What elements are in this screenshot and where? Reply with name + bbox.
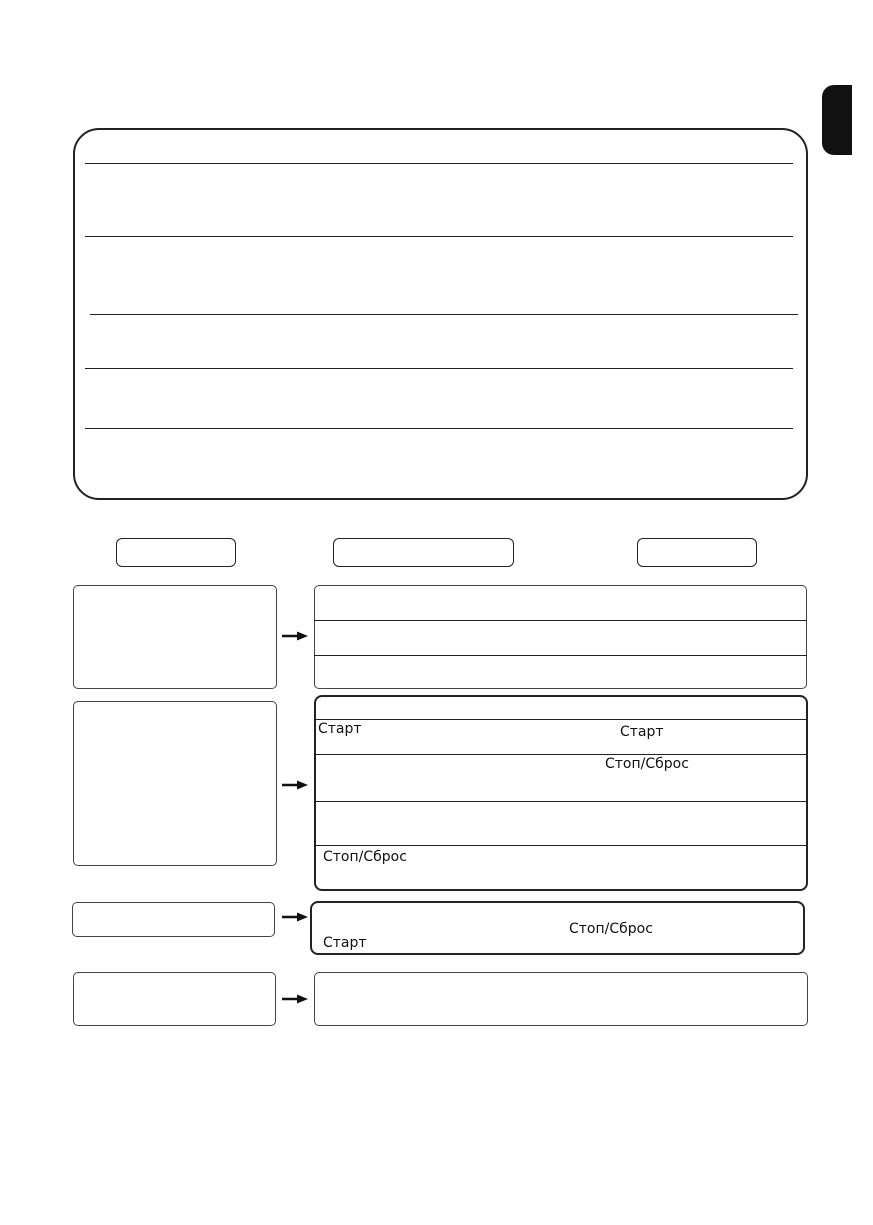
row-3-problem-cell — [72, 902, 275, 937]
row-2-divider — [316, 754, 808, 755]
stop-reset-button-label: Стоп/Сброс — [605, 756, 689, 772]
row-3-solution-cell — [310, 901, 805, 955]
arrow-right-icon — [282, 994, 308, 1004]
arrow-right-icon — [282, 912, 308, 922]
row-1-problem-cell — [73, 585, 277, 689]
info-box-divider — [85, 428, 793, 429]
row-2-divider — [314, 845, 808, 846]
arrow-right-icon — [282, 780, 308, 790]
row-2-divider — [316, 801, 808, 802]
stop-reset-button-label: Стоп/Сброс — [323, 849, 407, 865]
row-1-solution-cell — [314, 585, 807, 689]
row-4-problem-cell — [73, 972, 276, 1026]
row-2-divider — [314, 719, 808, 720]
start-button-label: Старт — [323, 935, 367, 951]
row-2-problem-cell — [73, 701, 277, 866]
info-box-divider — [85, 236, 793, 237]
column-header-problem — [116, 538, 236, 567]
info-box-divider — [85, 368, 793, 369]
language-tab — [822, 85, 852, 155]
column-header-remedy — [637, 538, 757, 567]
row-1-divider — [314, 655, 807, 656]
arrow-right-icon — [282, 631, 308, 641]
info-box-divider — [85, 163, 793, 164]
column-header-cause — [333, 538, 514, 567]
start-button-label: Старт — [620, 724, 664, 740]
row-1-divider — [314, 620, 807, 621]
start-button-label: Старт — [318, 721, 362, 737]
info-box-divider — [90, 314, 798, 315]
stop-reset-button-label: Стоп/Сброс — [569, 921, 653, 937]
row-4-solution-cell — [314, 972, 808, 1026]
